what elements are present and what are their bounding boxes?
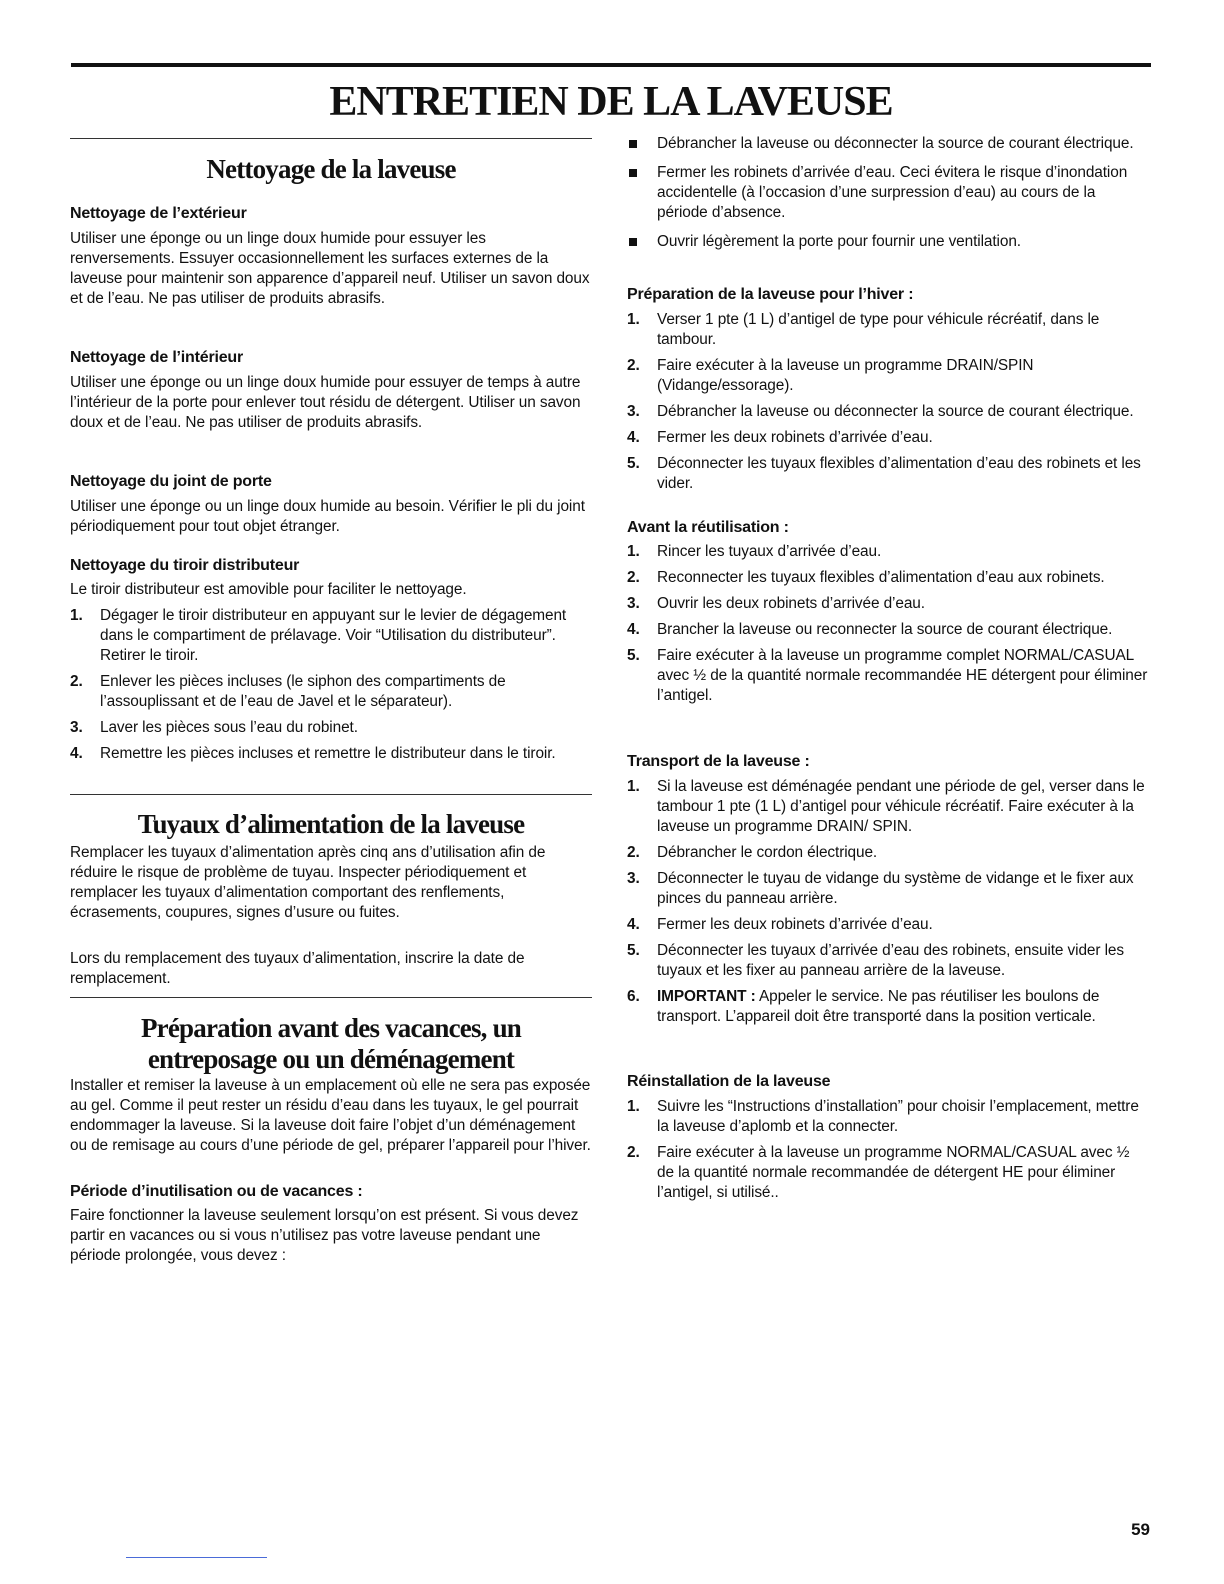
list-item: 1. Dégager le tiroir distributeur en appuyant sur le levier de dégagement dans le compartiment de prélavage. Voir “Utilisation du distributeur”. Retirer le tiroir.: [70, 607, 567, 664]
list-item: 2. Faire exécuter à la laveuse un programme NORMAL/CASUAL avec ½ de la quantité normale recommandée de détergent HE pour éliminer l’antigel, si utilisé..: [627, 1144, 1130, 1201]
page-title: ENTRETIEN DE LA LAVEUSE: [329, 79, 893, 125]
list-item: 6. IMPORTANT : Appeler le service. Ne pas réutiliser les boulons de transport. L’appareil doit être transporté dans la position verticale.: [627, 988, 1100, 1025]
section-title-cleaning: Nettoyage de la laveuse: [206, 154, 456, 184]
door-seal-heading: Nettoyage du joint de porte: [70, 473, 272, 490]
transport-heading: Transport de la laveuse :: [627, 753, 810, 770]
vacation-text: Installer et remiser la laveuse à un emplacement où elle ne sera pas exposée au gel. Comme il peut rester un résidu d’eau dans les tuyaux, le gel pourrait endommager la laveuse. Si la laveuse doit faire l’objet d’un déménagement ou de remisage au cours d’une période de gel, préparer l’appareil pour l’hiver.: [70, 1077, 591, 1154]
section-rule: [70, 794, 592, 795]
page-number: 59: [1131, 1520, 1150, 1539]
interior-text: Utiliser une éponge ou un linge doux humide pour essuyer de temps à autre l’intérieur de la porte pour enlever tout résidu de détergent. Utiliser un savon doux et de l’eau. Ne pas utiliser de produits abrasifs.: [70, 374, 581, 431]
reuse-heading: Avant la réutilisation :: [627, 519, 789, 536]
bullet-square-icon: [629, 140, 637, 148]
list-item: 2. Reconnecter les tuyaux flexibles d’alimentation d’eau aux robinets.: [627, 569, 1105, 586]
hoses-date-text: Lors du remplacement des tuyaux d’alimentation, inscrire la date de remplacement.: [70, 950, 525, 987]
inactivity-text: Faire fonctionner la laveuse seulement lorsqu’on est présent. Si vous devez partir en vacances ou si vous n’utilisez pas votre laveuse pendant une période prolongée, vous devez :: [70, 1207, 579, 1264]
list-item: 4. Fermer les deux robinets d’arrivée d’eau.: [627, 916, 933, 933]
list-item: 3. Débrancher la laveuse ou déconnecter la source de courant électrique.: [627, 403, 1134, 420]
list-item: 2. Débrancher le cordon électrique.: [627, 844, 878, 861]
list-item: 4. Remettre les pièces incluses et remettre le distributeur dans le tiroir.: [70, 745, 556, 762]
list-item: 3. Laver les pièces sous l’eau du robinet.: [70, 719, 358, 736]
dispenser-steps: [70, 606, 592, 770]
winter-steps: [627, 310, 1149, 500]
exterior-text: Utiliser une éponge ou un linge doux humide pour essuyer les renversements. Essuyer occasionnellement les surfaces externes de la laveuse pour maintenir son apparence d’appareil neuf. Utiliser un savon doux et de l’eau. Ne pas utiliser de produits abrasifs.: [70, 230, 590, 307]
transport-steps: [627, 777, 1149, 1033]
top-rule: [71, 63, 1151, 67]
list-item: 5. Faire exécuter à la laveuse un programme complet NORMAL/CASUAL avec ½ de la quantité normale recommandée HE détergent pour éliminer l’antigel.: [627, 647, 1148, 704]
bullet-square-icon: [629, 238, 637, 246]
list-item: Débrancher la laveuse ou déconnecter la source de courant électrique.: [627, 134, 1149, 154]
exterior-heading: Nettoyage de l’extérieur: [70, 205, 247, 222]
winter-heading: Préparation de la laveuse pour l’hiver :: [627, 286, 914, 303]
reinstall-heading: Réinstallation de la laveuse: [627, 1073, 831, 1090]
list-item: Fermer les robinets d’arrivée d’eau. Ceci évitera le risque d’inondation accidentelle (à l’occasion d’une surpression d’eau) au cours de la période d’absence.: [627, 163, 1149, 223]
interior-heading: Nettoyage de l’intérieur: [70, 349, 244, 366]
hoses-text: Remplacer les tuyaux d’alimentation après cinq ans d’utilisation afin de réduire le risque de problème de tuyau. Inspecter périodiquement et remplacer les tuyaux d’alimentation comportant des renflements, écrasements, coupures, signes d’usure ou fuites.: [70, 844, 546, 921]
list-item: 3. Déconnecter le tuyau de vidange du système de vidange et le fixer aux pinces du panneau arrière.: [627, 870, 1134, 907]
bullet-square-icon: [629, 169, 637, 177]
list-item: 5. Déconnecter les tuyaux d’arrivée d’eau des robinets, ensuite vider les tuyaux et les fixer au panneau arrière de la laveuse.: [627, 942, 1124, 979]
door-seal-text: Utiliser une éponge ou un linge doux humide au besoin. Vérifier le pli du joint périodiquement pour tout objet étranger.: [70, 498, 585, 535]
list-item: 4. Fermer les deux robinets d’arrivée d’eau.: [627, 429, 933, 446]
list-item: 1. Rincer les tuyaux d’arrivée d’eau.: [627, 543, 882, 560]
section-rule: [70, 138, 592, 139]
list-item: Ouvrir légèrement la porte pour fournir une ventilation.: [627, 232, 1149, 252]
list-item: 2. Faire exécuter à la laveuse un programme DRAIN/SPIN (Vidange/essorage).: [627, 357, 1034, 394]
list-item: 4. Brancher la laveuse ou reconnecter la source de courant électrique.: [627, 621, 1113, 638]
list-item: 1. Si la laveuse est déménagée pendant une période de gel, verser dans le tambour 1 pte (1 L) d’antigel pour véhicule récréatif. Faire exécuter à la laveuse un programme DRAIN/ SPIN.: [627, 778, 1145, 835]
list-item: 2. Enlever les pièces incluses (le siphon des compartiments de l’assouplissant et de l’eau de Javel et le séparateur).: [70, 673, 506, 710]
reuse-steps: [627, 542, 1149, 712]
bottom-link-underline[interactable]: [126, 1557, 267, 1558]
list-item: 1. Suivre les “Instructions d’installation” pour choisir l’emplacement, mettre la laveuse d’aplomb et la connecter.: [627, 1098, 1139, 1135]
section-title-hoses: Tuyaux d’alimentation de la laveuse: [137, 809, 525, 839]
inactivity-heading: Période d’inutilisation ou de vacances :: [70, 1183, 363, 1200]
list-item: 1. Verser 1 pte (1 L) d’antigel de type pour véhicule récréatif, dans le tambour.: [627, 311, 1100, 348]
dispenser-heading: Nettoyage du tiroir distributeur: [70, 557, 300, 574]
list-item: 3. Ouvrir les deux robinets d’arrivée d’eau.: [627, 595, 925, 612]
vacation-bullets: [627, 134, 1149, 258]
dispenser-text: Le tiroir distributeur est amovible pour faciliter le nettoyage.: [70, 581, 467, 598]
section-title-vacation: Préparation avant des vacances, un entreposage ou un déménagement: [140, 1013, 522, 1074]
reinstall-steps: [627, 1097, 1149, 1209]
section-rule: [70, 997, 592, 998]
list-item: 5. Déconnecter les tuyaux flexibles d’alimentation d’eau des robinets et les vider.: [627, 455, 1141, 492]
